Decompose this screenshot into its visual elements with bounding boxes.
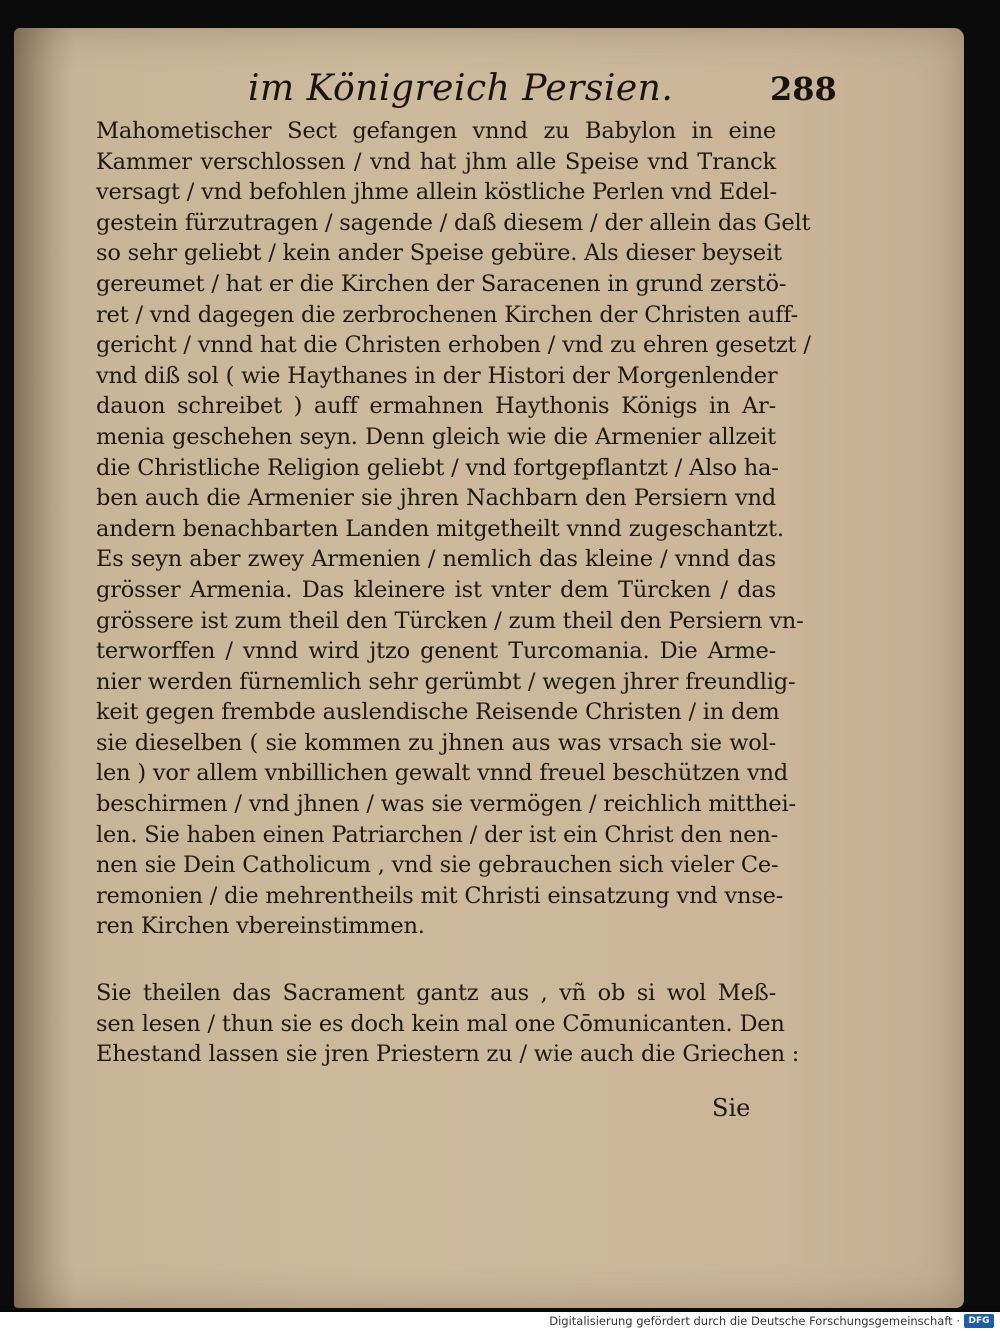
text-line: beschirmen / vnd jhnen / was sie vermögen / reichlich mitthei- — [96, 791, 796, 818]
text-line: gestein fürzutragen / sagende / daß diesem / der allein das Gelt — [96, 209, 811, 236]
text-line: so sehr geliebt / kein ander Speise gebüre. Als dieser beyseit — [96, 240, 782, 267]
text-line: nen sie Dein Catholicum , vnd sie gebrauchen sich vieler Ce- — [96, 852, 779, 879]
text-line: grösser Armenia. Das kleinere ist vnter dem Türcken / das — [96, 576, 776, 603]
text-line: ren Kirchen vbereinstimmen. — [96, 913, 425, 940]
text-line: dauon schreibet ) auff ermahnen Haythonis Königs in Ar- — [96, 393, 776, 420]
digitization-footer — [0, 1312, 1000, 1331]
page-number: 288 — [770, 70, 837, 108]
text-line: menia geschehen seyn. Denn gleich wie die Armenier allzeit — [96, 423, 776, 450]
catchword: Sie — [712, 1094, 751, 1122]
text-line: die Christliche Religion geliebt / vnd fortgepflantzt / Also ha- — [96, 454, 779, 481]
text-line: Es seyn aber zwey Armenien / nemlich das kleine / vnnd das — [96, 546, 776, 573]
running-head: im Königreich Persien. — [248, 68, 674, 109]
text-line: ret / vnd dagegen die zerbrochenen Kirchen der Christen auff- — [96, 301, 799, 328]
text-line: terworffen / vnnd wird jtzo genent Turcomania. Die Arme- — [96, 638, 776, 665]
text-line: grössere ist zum theil den Türcken / zum theil den Persiern vn- — [96, 607, 804, 634]
text-line: Kammer verschlossen / vnd hat jhm alle Speise vnd Tranck — [96, 148, 776, 175]
body-text — [96, 116, 811, 1070]
spine-shadow — [14, 28, 74, 1308]
dfg-logo-icon: DFG — [964, 1314, 994, 1328]
text-line: len ) vor allem vnbillichen gewalt vnnd freuel beschützen vnd — [96, 760, 788, 787]
text-line: gericht / vnnd hat die Christen erhoben / vnd zu ehren gesetzt / — [96, 332, 811, 359]
text-line: gereumet / hat er die Kirchen der Saracenen in grund zerstö- — [96, 270, 787, 297]
text-line: Sie theilen das Sacrament gantz aus , vñ ob si wol Meß- — [96, 980, 776, 1007]
text-line: versagt / vnd befohlen jhme allein köstliche Perlen vnd Edel- — [96, 179, 777, 206]
text-line: keit gegen frembde auslendische Reisende Christen / in dem — [96, 699, 780, 726]
text-line: Ehestand lassen sie jren Priestern zu / wie auch die Griechen : — [96, 1041, 800, 1068]
footer-credit: Digitalisierung gefördert durch die Deutsche Forschungsgemeinschaft · — [549, 1314, 960, 1328]
text-line: ben auch die Armenier sie jhren Nachbarn den Persiern vnd — [96, 485, 776, 512]
text-line: Mahometischer Sect gefangen vnnd zu Babylon in eine — [96, 118, 776, 144]
text-line: remonien / die mehrentheils mit Christi einsatzung vnd vnse- — [96, 882, 784, 909]
text-line: nier werden fürnemlich sehr gerümbt / wegen jhrer freundlig- — [96, 668, 796, 695]
text-line: len. Sie haben einen Patriarchen / der ist ein Christ den nen- — [96, 821, 779, 848]
text-line: sie dieselben ( sie kommen zu jhnen aus was vrsach sie wol- — [96, 729, 776, 756]
text-line: vnd diß sol ( wie Haythanes in der Histori der Morgenlender — [96, 362, 778, 389]
paragraph-gap — [96, 942, 776, 978]
text-line: andern benachbarten Landen mitgetheilt vnnd zugeschantzt. — [96, 515, 784, 542]
text-line: sen lesen / thun sie es doch kein mal one Cōmunicanten. Den — [96, 1010, 785, 1037]
